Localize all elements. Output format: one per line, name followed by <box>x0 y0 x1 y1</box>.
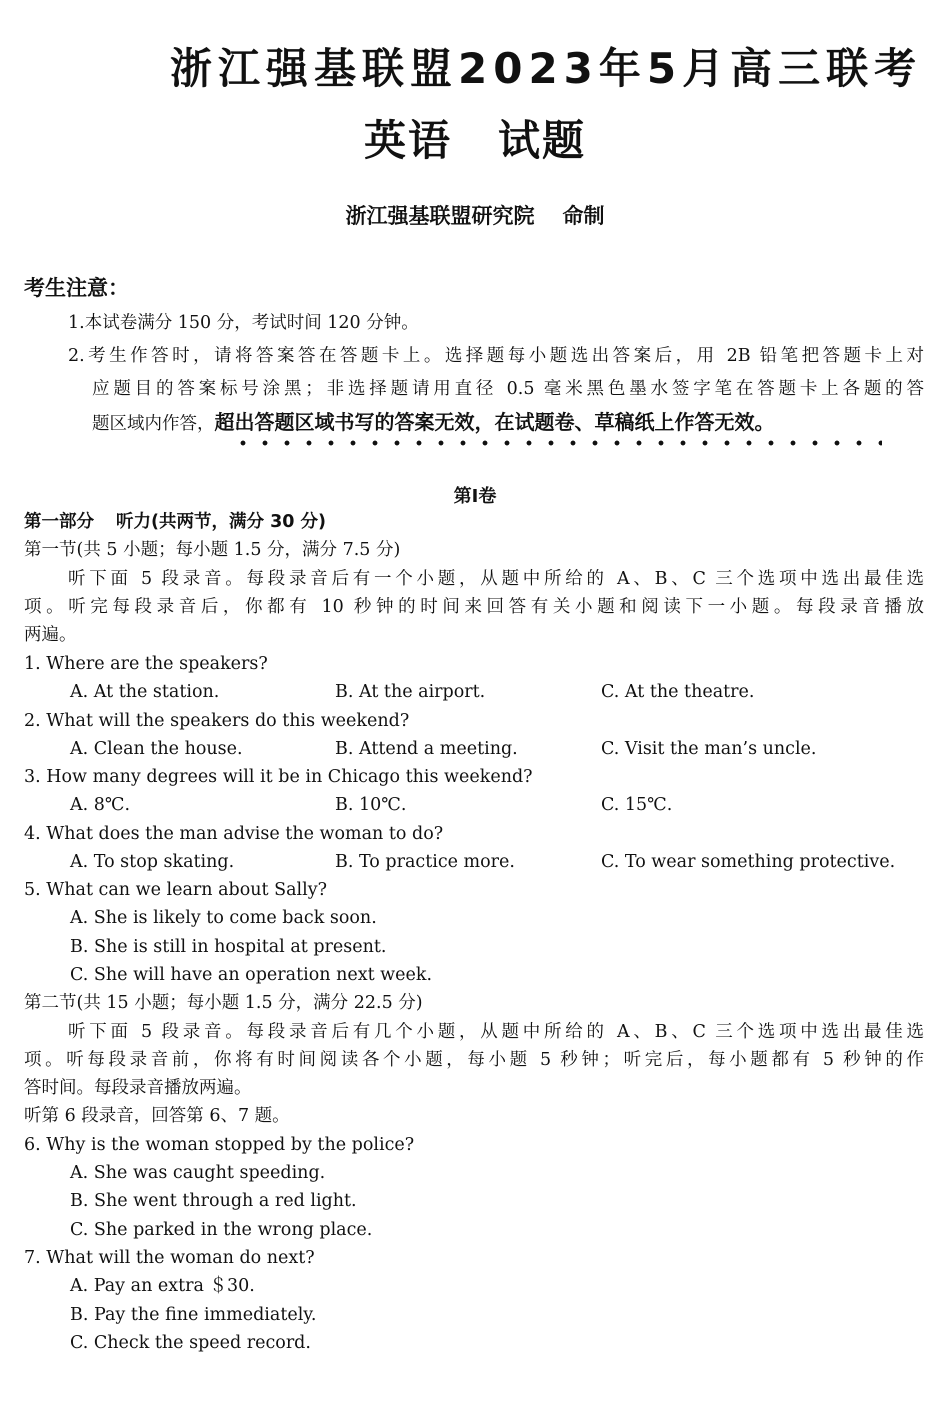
question-3-option-c: C. 15℃. <box>601 795 673 815</box>
notice-item-2-line-3 <box>92 410 775 436</box>
subject-title-a: 英语 <box>363 116 452 165</box>
notice-heading: 考生注意： <box>24 276 129 300</box>
notice-item-2-line-3-start: 题区域内作答， <box>92 414 215 434</box>
section2-instruction-line-2: 项。听每段录音前，你将有时间阅读各个小题，每小题 5 秒钟；听完后，每小题都有 5 秒钟的作 <box>24 1050 924 1070</box>
question-5-option-b: B. She is still in hospital at present. <box>70 937 387 957</box>
question-1-option-b: B. At the airport. <box>335 682 486 702</box>
section1-instruction-line-1: 听下面 5 段录音。每段录音后有一个小题，从题中所给的 A、B、C 三个选项中选出最佳选 <box>68 569 924 589</box>
top-title-cut <box>170 30 923 93</box>
top-title-text: 浙江强基联盟2023年5月高三联考 <box>170 44 923 93</box>
part1-heading <box>24 510 326 534</box>
audio-6-note: 听第 6 段录音，回答第 6、7 题。 <box>24 1106 290 1126</box>
question-4-option-c: C. To wear something protective. <box>601 852 896 872</box>
section2-instruction-line-1: 听下面 5 段录音。每段录音后有几个小题，从题中所给的 A、B、C 三个选项中选出最佳选 <box>68 1022 924 1042</box>
question-7-option-b: B. Pay the fine immediately. <box>70 1305 317 1325</box>
part1-title: 听力(共两节，满分 30 分) <box>116 512 327 532</box>
maker-label: 命制 <box>562 204 605 228</box>
section1-instruction-line-2: 项。听完每段录音后，你都有 10 秒钟的时间来回答有关小题和阅读下一小题。每段录音播放 <box>24 597 924 617</box>
question-2: 2. What will the speakers do this weekend? <box>24 711 410 731</box>
notice-item-2-line-2: 应题目的答案标号涂黑；非选择题请用直径 0.5 毫米黑色墨水签字笔在答题卡上各题的答 <box>92 379 924 399</box>
notice-item-2-line-1: 2.考生作答时，请将答案答在答题卡上。选择题每小题选出答案后，用 2B 铅笔把答题卡上对 <box>68 346 924 366</box>
question-6: 6. Why is the woman stopped by the police? <box>24 1135 415 1155</box>
question-4-option-a: A. To stop skating. <box>70 852 235 872</box>
question-7-option-c: C. Check the speed record. <box>70 1333 311 1353</box>
question-5-option-c: C. She will have an operation next week. <box>70 965 433 985</box>
section2-heading: 第二节(共 15 小题；每小题 1.5 分，满分 22.5 分) <box>24 993 423 1013</box>
page-title <box>0 108 950 168</box>
section1-instruction-line-3: 两遍。 <box>24 625 77 645</box>
emphasis-dots <box>232 440 882 446</box>
question-1-option-a: A. At the station. <box>70 682 220 702</box>
question-6-option-a: A. She was caught speeding. <box>70 1163 326 1183</box>
question-2-option-c: C. Visit the man’s uncle. <box>601 739 817 759</box>
volume-mark: 第Ⅰ卷 <box>453 486 497 507</box>
question-5-option-a: A. She is likely to come back soon. <box>70 908 377 928</box>
part1-label: 第一部分 <box>24 512 94 532</box>
maker-org: 浙江强基联盟研究院 <box>345 204 535 228</box>
question-2-option-a: A. Clean the house. <box>70 739 243 759</box>
question-4-option-b: B. To practice more. <box>335 852 515 872</box>
notice-item-1: 1.本试卷满分 150 分，考试时间 120 分钟。 <box>68 313 419 333</box>
question-6-option-c: C. She parked in the wrong place. <box>70 1220 373 1240</box>
question-1: 1. Where are the speakers? <box>24 654 268 674</box>
question-7-option-c-clip <box>70 1331 470 1353</box>
question-7: 7. What will the woman do next? <box>24 1248 315 1268</box>
question-4: 4. What does the man advise the woman to do? <box>24 824 444 844</box>
question-5: 5. What can we learn about Sally? <box>24 880 328 900</box>
subject-title-b: 试题 <box>498 116 587 165</box>
notice-emphasis: 超出答题区域书写的答案无效，在试题卷、草稿纸上作答无效。 <box>214 410 775 434</box>
question-3-option-a: A. 8℃. <box>70 795 131 815</box>
section2-instruction-line-3: 答时间。每段录音播放两遍。 <box>24 1078 252 1098</box>
question-6-option-b: B. She went through a red light. <box>70 1191 357 1211</box>
maker-line <box>0 200 950 230</box>
section1-heading: 第一节(共 5 小题；每小题 1.5 分，满分 7.5 分) <box>24 540 401 560</box>
question-7-option-a: A. Pay an extra ＄30. <box>70 1276 255 1296</box>
question-2-option-b: B. Attend a meeting. <box>335 739 518 759</box>
question-3-option-b: B. 10℃. <box>335 795 407 815</box>
question-1-option-c: C. At the theatre. <box>601 682 755 702</box>
question-3: 3. How many degrees will it be in Chicago this weekend? <box>24 767 533 787</box>
